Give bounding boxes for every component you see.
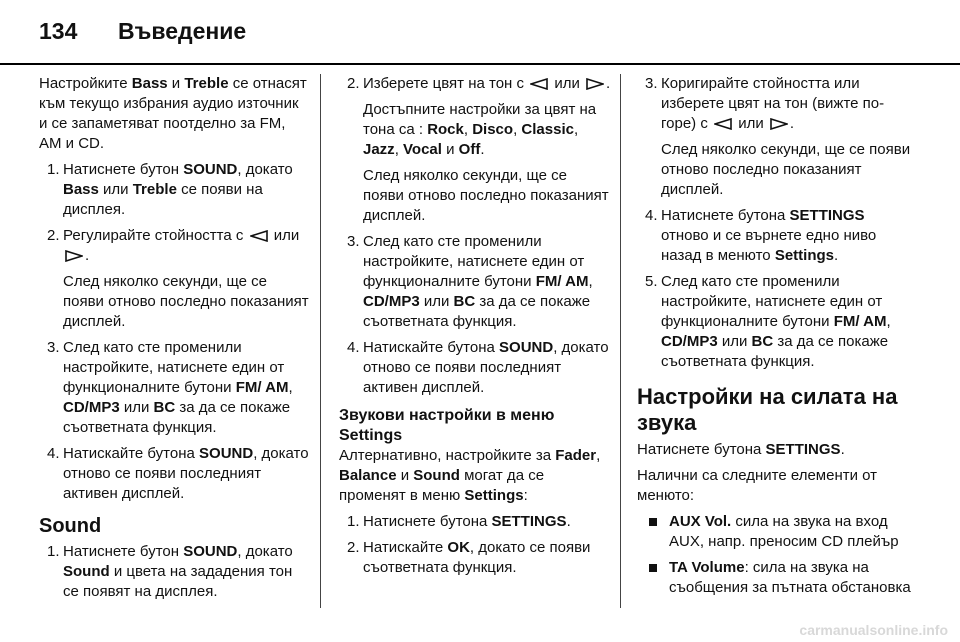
section-heading-settings-menu: Звукови настройки в меню Settings <box>339 407 555 444</box>
column-divider <box>620 74 621 608</box>
arrow-right-icon <box>586 78 604 90</box>
section-heading-volume: Настройки на силата на звука <box>637 384 898 435</box>
header-rule <box>0 63 960 65</box>
section-heading-sound: Sound <box>39 515 102 537</box>
page-header <box>0 0 960 64</box>
list-item: 3. След като сте променили настройките, натиснете един от функционалните бутони FM/ AM, CD/MP3 или BC за да се покаже съответната функция. <box>347 233 593 330</box>
list-item: 4. Натиснете бутона SETTINGS отново и се върнете едно ниво назад в менюто Settings. <box>645 207 877 264</box>
page-title: Въведение <box>118 18 247 44</box>
list-item: 2. Натискайте OK, докато се появи съответната функция. <box>347 539 591 576</box>
list-item: 2. Изберете цвят на тон с или . Достъпните настройки за цвят на тона са : Rock, Disco, Classic, Jazz, Vocal и Off. След няколко секунди, ще се появи отново последно показаният дисплей. <box>347 75 611 224</box>
arrow-right-icon <box>65 250 83 262</box>
list-item: 4. Натискайте бутона SOUND, докато отново се появи последният активен дисплей. <box>347 339 609 396</box>
column-1 <box>39 74 311 608</box>
list-item: 2. Регулирайте стойността с или . След няколко секунди, ще се появи отново последно показаният дисплей. <box>47 227 309 330</box>
press-paragraph: Натиснете бутона SETTINGS. <box>637 441 845 458</box>
list-item: 3. Коригирайте стойността или изберете цвят на тон (вижте по-горе) с или . След няколко секунди, ще се появи отново последно показаният дисплей. <box>645 75 911 198</box>
list-item: 4. Натискайте бутона SOUND, докато отново се появи последният активен дисплей. <box>47 445 309 502</box>
alt-paragraph: Алтернативно, настройките за Fader, Balance и Sound могат да се променят в меню Settings: <box>339 447 601 504</box>
list-item: 5. След като сте променили настройките, натиснете един от функционалните бутони FM/ AM, CD/MP3 или BC за да се покаже съответната функция. <box>645 273 891 370</box>
list-item: 1. Натиснете бутона SETTINGS. <box>347 513 571 530</box>
bullet-icon <box>649 564 657 572</box>
bullet-item: AUX Vol. сила на звука на вход AUX, напр. преносим CD плейър <box>637 512 912 552</box>
arrow-left-icon <box>250 230 268 242</box>
arrow-left-icon <box>530 78 548 90</box>
avail-paragraph: Налични са следните елементи от менюто: <box>637 467 878 504</box>
column-2 <box>339 74 611 584</box>
list-item: 1. Натиснете бутон SOUND, докато Bass или Treble се появи на дисплея. <box>47 161 293 218</box>
column-divider <box>320 74 321 608</box>
arrow-left-icon <box>714 118 732 130</box>
arrow-right-icon <box>770 118 788 130</box>
bullet-item: TA Volume: сила на звука на съобщения за пътната обстановка <box>637 558 912 598</box>
intro-paragraph: Настройките Bass и Treble се отнасят към текущо избрания аудио източник и се запаметяват поотделно за FM, AM и CD. <box>39 75 307 152</box>
list-item: 3. След като сте променили настройките, натиснете един от функционалните бутони FM/ AM, CD/MP3 или BC за да се покаже съответната функция. <box>47 339 293 436</box>
column-3 <box>637 74 912 604</box>
bullet-icon <box>649 518 657 526</box>
page-number: 134 <box>39 18 78 44</box>
list-item: 1. Натиснете бутон SOUND, докато Sound и цвета на зададения тон се появят на дисплея. <box>47 543 293 600</box>
watermark: carmanualsonline.info <box>799 622 948 638</box>
